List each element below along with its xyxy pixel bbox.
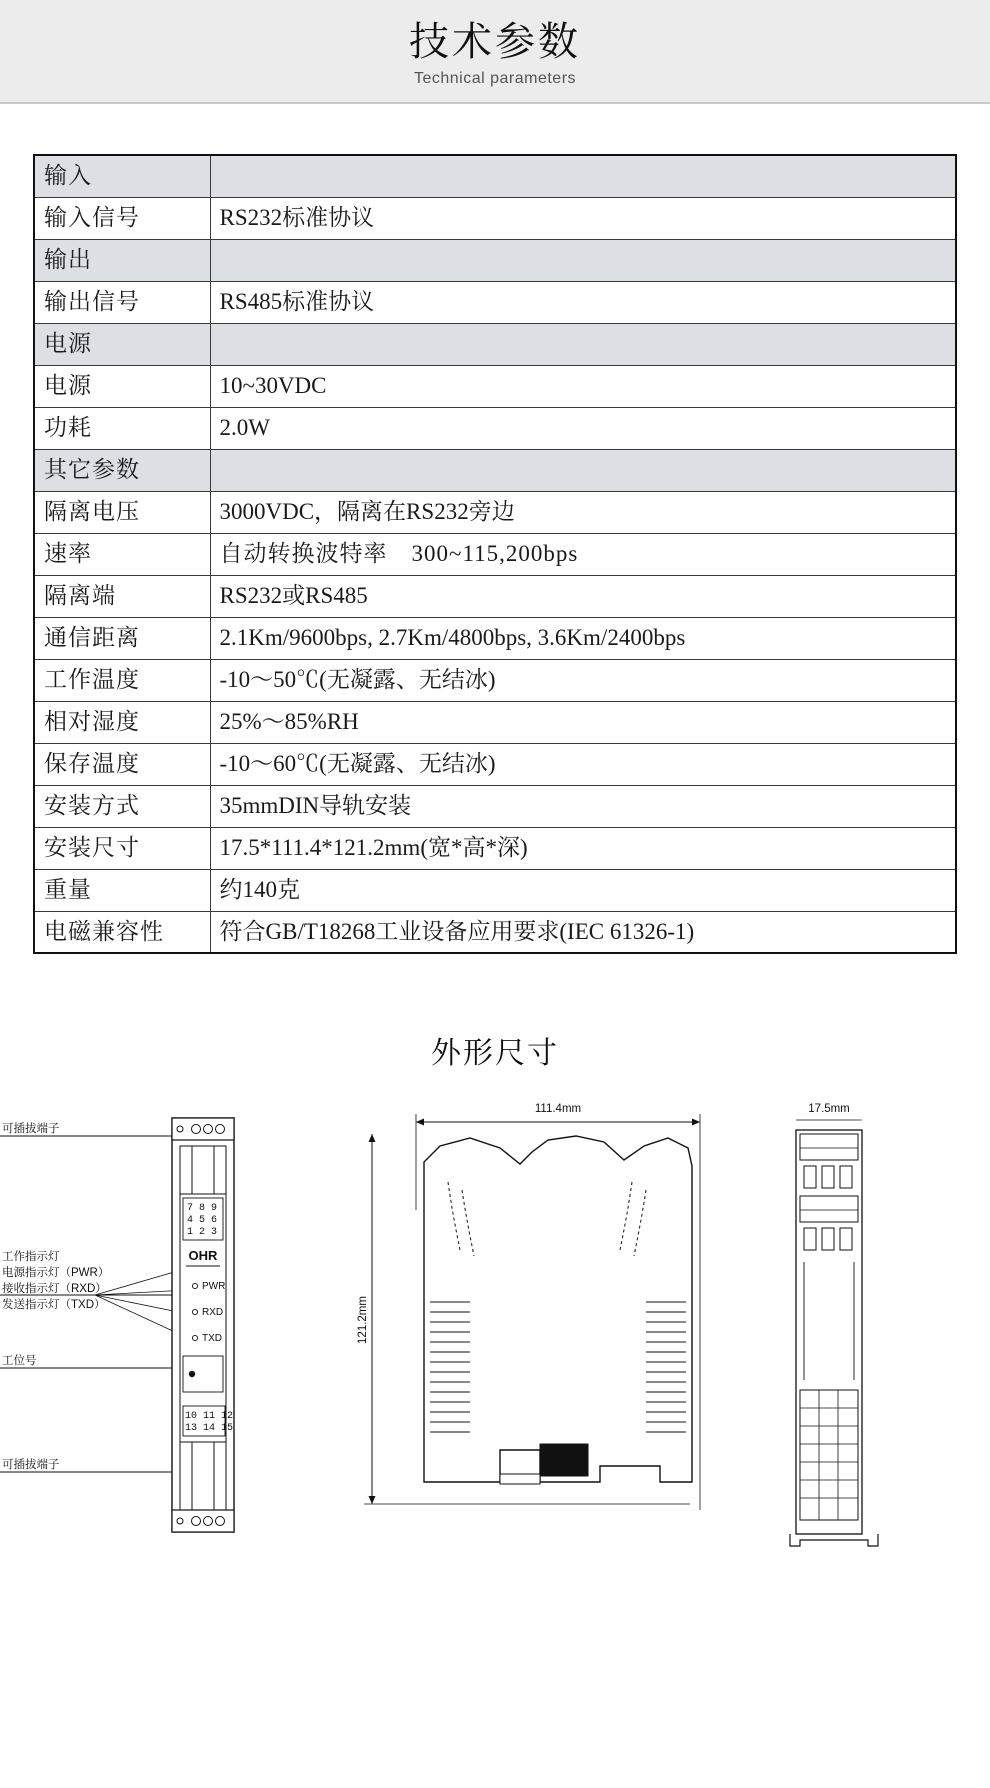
drawings-svg <box>0 1090 990 1560</box>
spec-label: 相对湿度 <box>34 701 210 743</box>
spec-value: 符合GB/T18268工业设备应用要求(IEC 61326-1) <box>210 911 956 953</box>
spec-value: 35mmDIN导轨安装 <box>210 785 956 827</box>
terminal-number: 5 <box>199 1215 206 1226</box>
table-row <box>34 659 956 701</box>
table-row <box>34 365 956 407</box>
page-title: 技术参数 <box>409 20 581 64</box>
front-view-drawing <box>0 1118 234 1532</box>
spec-label: 电磁兼容性 <box>34 911 210 953</box>
terminal-number: 1 <box>187 1227 194 1238</box>
spec-label: 速率 <box>34 533 210 575</box>
spec-value: 25%～85%RH <box>210 701 956 743</box>
table-row <box>34 743 956 785</box>
terminal-number: 3 <box>211 1227 218 1238</box>
brand-label: OHR <box>188 1248 218 1263</box>
width-dimension-label: 111.4mm <box>534 1103 582 1115</box>
table-row <box>34 869 956 911</box>
callout-tx-led: 发送指示灯（TXD） <box>2 1299 106 1311</box>
spec-label: 电源 <box>34 323 210 365</box>
spec-label: 隔离电压 <box>34 491 210 533</box>
height-dimension-label: 121.2mm <box>357 1296 369 1344</box>
spec-value: 10~30VDC <box>210 365 956 407</box>
spec-label: 通信距离 <box>34 617 210 659</box>
spec-value: 自动转换波特率 300~115,200bps <box>210 533 956 575</box>
spec-value <box>210 239 956 281</box>
spec-label: 输出 <box>34 239 210 281</box>
spec-label: 保存温度 <box>34 743 210 785</box>
spec-value: RS232或RS485 <box>210 575 956 617</box>
led-label-rxd: RXD <box>202 1307 224 1318</box>
spec-label: 输入信号 <box>34 197 210 239</box>
spec-value: 17.5*111.4*121.2mm(宽*高*深) <box>210 827 956 869</box>
spec-label: 安装方式 <box>34 785 210 827</box>
dimension-drawings <box>0 1090 990 1560</box>
callout-station-number: 工位号 <box>2 1355 37 1367</box>
spec-value: 2.1Km/9600bps, 2.7Km/4800bps, 3.6Km/2400bps <box>210 617 956 659</box>
spec-value <box>210 323 956 365</box>
spec-label: 安装尺寸 <box>34 827 210 869</box>
callout-connector-bottom: 可插拔端子 <box>2 1459 60 1471</box>
page-subtitle: Technical parameters <box>413 70 577 87</box>
spec-value <box>210 155 956 197</box>
table-row <box>34 575 956 617</box>
dimensions-title: 外形尺寸 <box>431 1037 559 1070</box>
spec-table-wrap <box>0 104 990 954</box>
spec-value: 2.0W <box>210 407 956 449</box>
spec-label: 电源 <box>34 365 210 407</box>
spec-value: -10～60℃(无凝露、无结冰) <box>210 743 956 785</box>
led-label-txd: TXD <box>202 1333 222 1344</box>
table-row <box>34 197 956 239</box>
table-row <box>34 617 956 659</box>
table-row <box>34 785 956 827</box>
page-banner <box>0 0 990 104</box>
spec-label: 重量 <box>34 869 210 911</box>
top-view-drawing <box>790 1103 878 1546</box>
terminal-number: 9 <box>211 1203 218 1214</box>
spec-value <box>210 449 956 491</box>
terminal-number: 6 <box>211 1215 218 1226</box>
table-row <box>34 323 956 365</box>
terminal-number: 4 <box>187 1215 194 1226</box>
terminal-number: 8 <box>199 1203 206 1214</box>
terminal-number: 10 11 12 <box>185 1411 234 1422</box>
callout-connector-top: 可插拔端子 <box>2 1123 60 1135</box>
callout-rx-led: 接收指示灯（RXD） <box>2 1283 107 1295</box>
spec-value: -10～50℃(无凝露、无结冰) <box>210 659 956 701</box>
spec-table-body <box>34 155 956 953</box>
table-row <box>34 701 956 743</box>
depth-dimension-label: 17.5mm <box>808 1103 850 1115</box>
callout-status-led: 工作指示灯 <box>2 1251 60 1263</box>
table-row <box>34 155 956 197</box>
table-row <box>34 281 956 323</box>
spec-label: 功耗 <box>34 407 210 449</box>
spec-label: 其它参数 <box>34 449 210 491</box>
table-row <box>34 491 956 533</box>
terminal-number: 13 14 15 <box>185 1423 234 1434</box>
spec-value: RS232标准协议 <box>210 197 956 239</box>
table-row <box>34 449 956 491</box>
terminal-number: 2 <box>199 1227 206 1238</box>
spec-label: 隔离端 <box>34 575 210 617</box>
table-row <box>34 533 956 575</box>
spec-value: RS485标准协议 <box>210 281 956 323</box>
table-row <box>34 239 956 281</box>
table-row <box>34 407 956 449</box>
table-row <box>34 827 956 869</box>
terminal-number: 7 <box>187 1203 194 1214</box>
callout-power-led: 电源指示灯（PWR） <box>2 1267 110 1279</box>
spec-label: 输入 <box>34 155 210 197</box>
spec-table <box>33 154 957 954</box>
led-label-pwr: PWR <box>202 1281 226 1292</box>
side-view-drawing <box>357 1103 700 1510</box>
table-row <box>34 911 956 953</box>
spec-value: 3000VDC，隔离在RS232旁边 <box>210 491 956 533</box>
spec-value: 约140克 <box>210 869 956 911</box>
spec-label: 输出信号 <box>34 281 210 323</box>
spec-label: 工作温度 <box>34 659 210 701</box>
